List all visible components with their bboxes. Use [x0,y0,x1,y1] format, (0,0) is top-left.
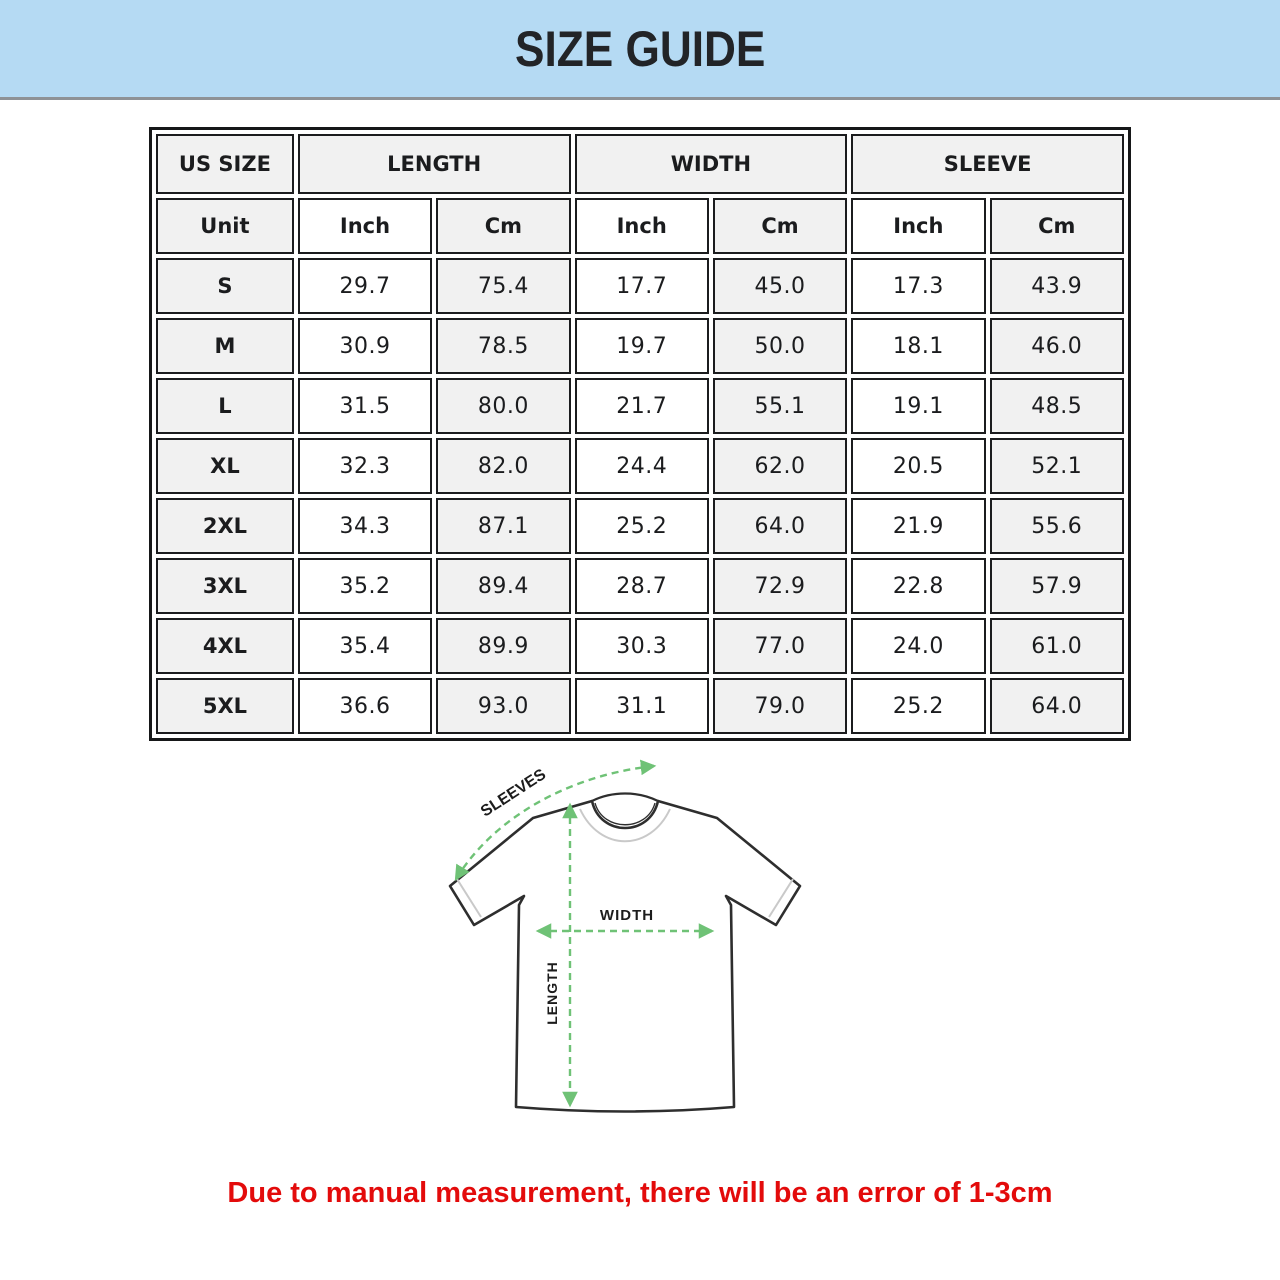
unit-inch-width: Inch [575,198,709,254]
measurement-cell: 80.0 [436,378,570,434]
measurement-cell: 75.4 [436,258,570,314]
measurement-cell: 45.0 [713,258,847,314]
size-label: 4XL [156,618,294,674]
measurement-cell: 19.7 [575,318,709,374]
size-label: L [156,378,294,434]
table-row-m [156,318,1124,374]
measurement-cell: 61.0 [990,618,1124,674]
page-title: SIZE GUIDE [514,20,766,77]
table-row-2xl [156,498,1124,554]
tshirt-outline [450,801,800,1112]
measurement-cell: 82.0 [436,438,570,494]
measurement-cell: 36.6 [298,678,432,734]
measurement-cell: 93.0 [436,678,570,734]
size-guide-banner [0,0,1280,100]
collar-back-line [592,794,658,802]
measurement-cell: 17.3 [851,258,985,314]
measurement-cell: 77.0 [713,618,847,674]
measurement-cell: 48.5 [990,378,1124,434]
table-row-5xl [156,678,1124,734]
col-header-width: WIDTH [575,134,848,194]
measurement-cell: 52.1 [990,438,1124,494]
measurement-cell: 20.5 [851,438,985,494]
group-header-row [156,134,1124,194]
measurement-cell: 25.2 [851,678,985,734]
size-label: 3XL [156,558,294,614]
measurement-cell: 72.9 [713,558,847,614]
sleeves-label: SLEEVES [477,765,550,821]
measurement-cell: 21.7 [575,378,709,434]
unit-inch-sleeve: Inch [851,198,985,254]
measurement-cell: 62.0 [713,438,847,494]
width-label: WIDTH [599,907,655,924]
measurement-cell: 46.0 [990,318,1124,374]
col-header-length: LENGTH [298,134,571,194]
size-label: 5XL [156,678,294,734]
measurement-cell: 29.7 [298,258,432,314]
measurement-cell: 89.9 [436,618,570,674]
size-label: XL [156,438,294,494]
measurement-cell: 35.2 [298,558,432,614]
measurement-cell: 64.0 [990,678,1124,734]
measurement-cell: 30.9 [298,318,432,374]
measurement-cell: 24.4 [575,438,709,494]
measurement-cell: 43.9 [990,258,1124,314]
unit-cm-width: Cm [713,198,847,254]
unit-cm-sleeve: Cm [990,198,1124,254]
measurement-cell: 17.7 [575,258,709,314]
size-label: M [156,318,294,374]
table-row-l [156,378,1124,434]
table-row-4xl [156,618,1124,674]
size-label: S [156,258,294,314]
measurement-cell: 21.9 [851,498,985,554]
measurement-cell: 19.1 [851,378,985,434]
col-header-us-size: US SIZE [156,134,294,194]
measurement-cell: 50.0 [713,318,847,374]
measurement-cell: 30.3 [575,618,709,674]
unit-inch-length: Inch [298,198,432,254]
measurement-cell: 78.5 [436,318,570,374]
measurement-cell: 79.0 [713,678,847,734]
measurement-cell: 24.0 [851,618,985,674]
measurement-cell: 25.2 [575,498,709,554]
table-row-3xl [156,558,1124,614]
measurement-cell: 22.8 [851,558,985,614]
table-row-xl [156,438,1124,494]
length-label: LENGTH [544,961,560,1025]
measurement-cell: 64.0 [713,498,847,554]
tshirt-diagram [0,755,1280,1155]
unit-header-row [156,198,1124,254]
measurement-cell: 32.3 [298,438,432,494]
measurement-cell: 28.7 [575,558,709,614]
measurement-cell: 87.1 [436,498,570,554]
col-header-sleeve: SLEEVE [851,134,1124,194]
measurement-cell: 55.6 [990,498,1124,554]
table-row-s [156,258,1124,314]
measurement-cell: 18.1 [851,318,985,374]
measurement-cell: 31.1 [575,678,709,734]
unit-label: Unit [156,198,294,254]
measurement-cell: 35.4 [298,618,432,674]
measurement-cell: 57.9 [990,558,1124,614]
tshirt-diagram-svg [420,755,860,1155]
measurement-cell: 31.5 [298,378,432,434]
measurement-cell: 55.1 [713,378,847,434]
size-chart [149,127,1131,741]
unit-cm-length: Cm [436,198,570,254]
size-label: 2XL [156,498,294,554]
measurement-cell: 34.3 [298,498,432,554]
measurement-cell: 89.4 [436,558,570,614]
measurement-disclaimer: Due to manual measurement, there will be an error of 1-3cm [227,1177,1053,1209]
size-chart-table [152,130,1128,738]
